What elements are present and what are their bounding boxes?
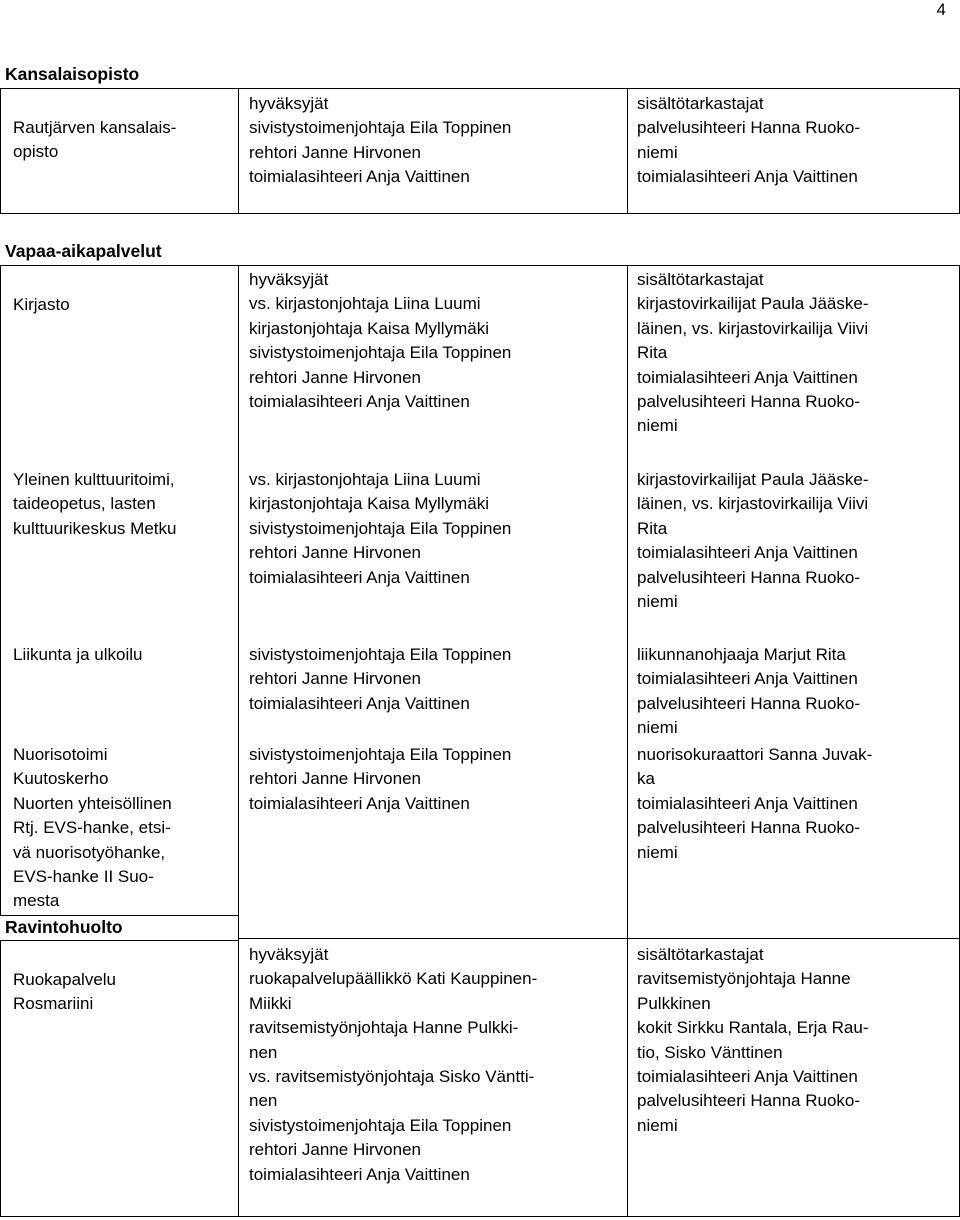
cell-line: toimialasihteeri Anja Vaittinen — [637, 669, 858, 689]
cell-line: taideopetus, lasten — [13, 494, 156, 514]
cell-line: vs. ravitsemistyönjohtaja Sisko Väntti- — [249, 1067, 535, 1087]
cell-line: toimialasihteeri Anja Vaittinen — [637, 367, 858, 387]
approvers-cell-nuorisotoimi — [249, 743, 511, 816]
cell-line: kirjastonjohtaja Kaisa Myllymäki — [249, 318, 489, 338]
table-border — [0, 88, 960, 89]
table-border — [238, 938, 960, 939]
cell-line: sivistystoimenjohtaja Eila Toppinen — [249, 118, 512, 138]
cell-line: toimialasihteeri Anja Vaittinen — [249, 567, 470, 587]
cell-line: kirjastonjohtaja Kaisa Myllymäki — [249, 494, 489, 514]
cell-line: kirjastovirkailijat Paula Jääske- — [637, 470, 869, 489]
approvers-cell-rautjarvi — [249, 92, 511, 190]
cell-line: niemi — [637, 142, 678, 162]
cell-line: sivistystoimenjohtaja Eila Toppinen — [249, 343, 512, 363]
cell-line: palvelusihteeri Hanna Ruoko- — [637, 567, 861, 587]
checkers-cell-rautjarvi — [637, 92, 860, 190]
cell-line: Kirjasto — [13, 295, 70, 314]
cell-line: ravitsemistyönjohtaja Hanne — [637, 969, 851, 989]
cell-line: sivistystoimenjohtaja Eila Toppinen — [249, 1115, 512, 1135]
cell-line: Miikki — [249, 993, 292, 1013]
approvers-cell-ruokapalvelu — [249, 943, 537, 1187]
section-heading-ravintohuolto: Ravintohuolto — [5, 917, 123, 937]
cell-line: rehtori Janne Hirvonen — [249, 669, 421, 689]
cell-line: toimialasihteeri Anja Vaittinen — [637, 543, 858, 563]
cell-line: rehtori Janne Hirvonen — [249, 142, 421, 162]
approvers-cell-kirjasto — [249, 268, 511, 414]
cell-line: niemi — [637, 842, 678, 862]
table-border — [0, 265, 960, 266]
cell-line: Yleinen kulttuuritoimi, — [13, 470, 175, 489]
cell-line: Ruokapalvelu — [13, 970, 117, 989]
cell-line: palvelusihteeri Hanna Ruoko- — [637, 818, 861, 838]
cell-line: läinen, vs. kirjastovirkailija Viivi — [637, 318, 869, 338]
cell-line: ka — [637, 769, 655, 789]
cell-line: rehtori Janne Hirvonen — [249, 543, 421, 563]
column-divider — [238, 265, 239, 938]
column-divider — [238, 88, 239, 213]
column-divider — [238, 938, 239, 1216]
cell-line: sisältötarkastajat — [637, 945, 764, 964]
cell-line: nen — [249, 1042, 278, 1062]
cell-line: ruokapalvelupäällikkö Kati Kauppinen- — [249, 969, 538, 989]
cell-line: opisto — [13, 142, 59, 162]
checkers-cell-kirjasto — [637, 268, 868, 439]
cell-line: sivistystoimenjohtaja Eila Toppinen — [249, 518, 512, 538]
cell-line: sisältötarkastajat — [637, 94, 764, 113]
cell-line: rehtori Janne Hirvonen — [249, 1140, 421, 1160]
cell-line: niemi — [637, 592, 678, 612]
cell-line: Rosmariini — [13, 994, 94, 1014]
cell-line: toimialasihteeri Anja Vaittinen — [637, 1067, 858, 1087]
cell-line: kulttuurikeskus Metku — [13, 518, 177, 538]
table-border — [0, 915, 238, 916]
cell-line: kokit Sirkku Rantala, Erja Rau- — [637, 1018, 869, 1038]
cell-line: palvelusihteeri Hanna Ruoko- — [637, 1091, 861, 1111]
cell-line: tio, Sisko Vänttinen — [637, 1042, 783, 1062]
cell-line: toimialasihteeri Anja Vaittinen — [637, 167, 858, 187]
page-number: 4 — [936, 0, 946, 19]
checkers-cell-nuorisotoimi — [637, 743, 872, 865]
column-divider — [0, 88, 1, 213]
column-divider — [627, 938, 628, 1216]
cell-line: kirjastovirkailijat Paula Jääske- — [637, 294, 869, 314]
approvers-cell-yleinen — [249, 468, 511, 590]
checkers-cell-liikunta — [637, 643, 860, 741]
unit-cell-yleinen — [13, 468, 176, 541]
cell-line: sivistystoimenjohtaja Eila Toppinen — [249, 745, 512, 764]
cell-line: niemi — [637, 718, 678, 738]
cell-line: hyväksyjät — [249, 270, 329, 289]
table-border — [0, 1216, 960, 1217]
cell-line: toimialasihteeri Anja Vaittinen — [249, 793, 470, 813]
column-divider — [627, 265, 628, 938]
cell-line: rehtori Janne Hirvonen — [249, 769, 421, 789]
cell-line: Liikunta ja ulkoilu — [13, 645, 143, 664]
table-border — [0, 213, 960, 214]
cell-line: Rautjärven kansalais- — [13, 118, 177, 137]
unit-cell-liikunta — [13, 643, 142, 667]
column-divider — [627, 88, 628, 213]
cell-line: Nuorisotoimi — [13, 745, 108, 764]
cell-line: hyväksyjät — [249, 94, 329, 113]
column-divider — [0, 940, 1, 1216]
section-heading-vapaa-aikapalvelut: Vapaa-aikapalvelut — [5, 241, 162, 261]
unit-cell-nuorisotoimi — [13, 743, 172, 914]
cell-line: vs. kirjastonjohtaja Liina Luumi — [249, 470, 481, 489]
cell-line: EVS-hanke II Suo- — [13, 867, 154, 887]
cell-line: ravitsemistyönjohtaja Hanne Pulkki- — [249, 1018, 519, 1038]
cell-line: Rita — [637, 343, 668, 363]
cell-line: läinen, vs. kirjastovirkailija Viivi — [637, 494, 869, 514]
cell-line: vs. kirjastonjohtaja Liina Luumi — [249, 294, 481, 314]
cell-line: Kuutoskerho — [13, 769, 109, 789]
unit-cell-ruokapalvelu — [13, 968, 116, 1017]
cell-line: palvelusihteeri Hanna Ruoko- — [637, 693, 861, 713]
cell-line: sivistystoimenjohtaja Eila Toppinen — [249, 645, 512, 664]
cell-line: toimialasihteeri Anja Vaittinen — [249, 1164, 470, 1184]
section-heading-kansalaisopisto: Kansalaisopisto — [5, 64, 140, 84]
cell-line: rehtori Janne Hirvonen — [249, 367, 421, 387]
cell-line: palvelusihteeri Hanna Ruoko- — [637, 118, 861, 138]
cell-line: Rita — [637, 518, 668, 538]
cell-line: mesta — [13, 891, 60, 911]
unit-cell-rautjarvi — [13, 116, 176, 165]
cell-line: Rtj. EVS-hanke, etsi- — [13, 818, 171, 838]
cell-line: toimialasihteeri Anja Vaittinen — [249, 167, 470, 187]
cell-line: nuorisokuraattori Sanna Juvak- — [637, 745, 873, 764]
cell-line: toimialasihteeri Anja Vaittinen — [637, 793, 858, 813]
column-divider — [0, 265, 1, 915]
unit-cell-kirjasto — [13, 293, 70, 317]
table-border — [0, 940, 238, 941]
approvers-cell-liikunta — [249, 643, 511, 716]
cell-line: sisältötarkastajat — [637, 270, 764, 289]
cell-line: nen — [249, 1091, 278, 1111]
cell-line: vä nuorisotyöhanke, — [13, 842, 166, 862]
cell-line: palvelusihteeri Hanna Ruoko- — [637, 392, 861, 412]
cell-line: liikunnanohjaaja Marjut Rita — [637, 645, 846, 664]
checkers-cell-ruokapalvelu — [637, 943, 868, 1138]
cell-line: Pulkkinen — [637, 993, 711, 1013]
cell-line: Nuorten yhteisöllinen — [13, 793, 172, 813]
cell-line: hyväksyjät — [249, 945, 329, 964]
cell-line: niemi — [637, 1115, 678, 1135]
cell-line: toimialasihteeri Anja Vaittinen — [249, 693, 470, 713]
cell-line: niemi — [637, 416, 678, 436]
checkers-cell-yleinen — [637, 468, 868, 614]
cell-line: toimialasihteeri Anja Vaittinen — [249, 392, 470, 412]
